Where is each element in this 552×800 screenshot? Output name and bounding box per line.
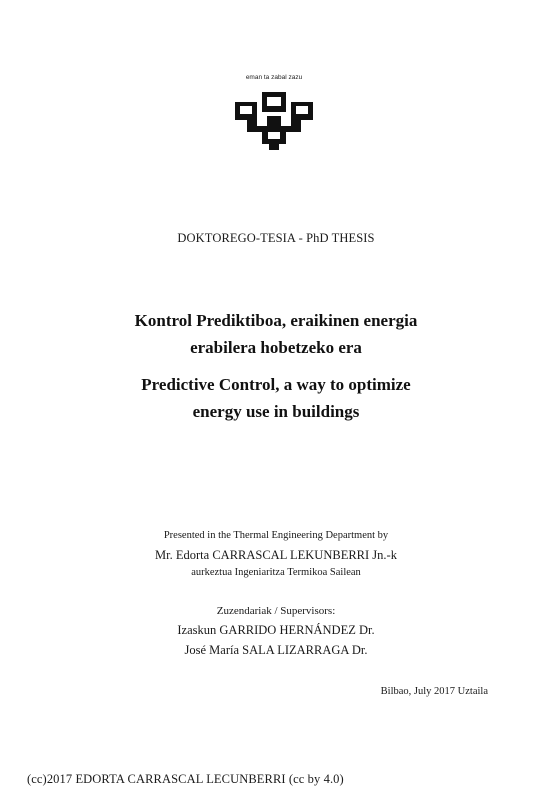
title-english-line-1: Predictive Control, a way to optimize bbox=[141, 375, 411, 394]
presented-by-text-basque: aurkeztua Ingeniaritza Termikoa Sailean bbox=[191, 567, 361, 578]
title-english-line-2: energy use in buildings bbox=[192, 402, 360, 421]
title-basque-line-2: erabilera hobetzeko era bbox=[190, 338, 362, 357]
supervisor-name: Izaskun GARRIDO HERNÁNDEZ Dr. bbox=[177, 623, 375, 637]
university-logo-icon bbox=[235, 92, 313, 150]
thesis-type: DOKTOREGO-TESIA - PhD THESIS bbox=[177, 231, 375, 245]
place-and-date: Bilbao, July 2017 Uztaila bbox=[380, 686, 488, 697]
supervisor-name: José María SALA LIZARRAGA Dr. bbox=[184, 643, 368, 657]
logo-motto: eman ta zabal zazu bbox=[245, 74, 303, 81]
title-basque-line-1: Kontrol Prediktiboa, eraikinen energia bbox=[134, 311, 418, 330]
author-name: Mr. Edorta CARRASCAL LEKUNBERRI Jn.-k bbox=[155, 548, 397, 562]
copyright-notice: (cc)2017 EDORTA CARRASCAL LECUNBERRI (cc by 4.0) bbox=[27, 772, 344, 786]
supervisors-label: Zuzendariak / Supervisors: bbox=[216, 605, 336, 617]
presented-by-text: Presented in the Thermal Engineering Department by bbox=[163, 530, 389, 541]
university-logo bbox=[234, 74, 314, 150]
